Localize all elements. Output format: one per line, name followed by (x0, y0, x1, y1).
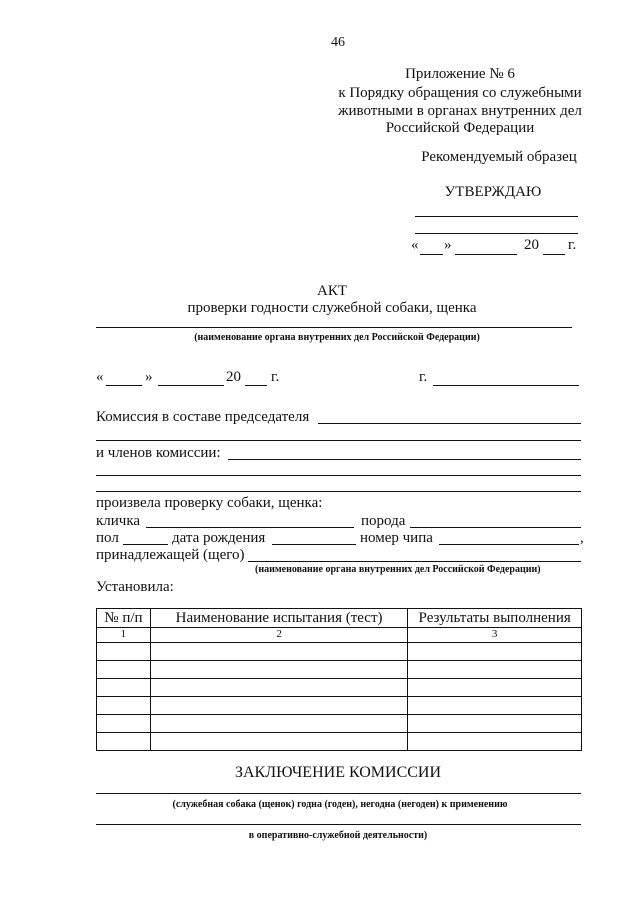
day-field[interactable] (106, 385, 142, 386)
row-result-cell[interactable] (408, 715, 582, 733)
commission-members-label: и членов комиссии: (96, 445, 221, 461)
year-prefix: 20 (226, 369, 241, 385)
recommended-sample: Рекомендуемый образец (421, 149, 577, 165)
page-number: 46 (331, 35, 345, 50)
dog-birth-label: дата рождения (172, 530, 266, 546)
table-row[interactable] (97, 697, 582, 715)
conclusion-field-2[interactable] (96, 824, 581, 825)
city-field[interactable] (433, 385, 579, 386)
table-numbering-row (97, 628, 582, 643)
row-result-cell[interactable] (408, 643, 582, 661)
dog-chip-field[interactable] (439, 544, 579, 545)
dog-name-field[interactable] (146, 527, 354, 528)
year-field[interactable] (245, 385, 267, 386)
commission-chair-field[interactable] (318, 423, 581, 424)
approve-date-open-quote: « (411, 237, 419, 253)
approve-month-field[interactable] (455, 254, 517, 255)
column-number-1: 1 (97, 628, 151, 643)
dog-chip-label: номер чипа (360, 530, 433, 546)
table-row[interactable] (97, 661, 582, 679)
appendix-line-2: к Порядку обращения со служебными (338, 85, 582, 101)
row-test-cell[interactable] (150, 733, 407, 751)
dog-owner-label: принадлежащей (щего) (96, 547, 245, 563)
table-row[interactable] (97, 715, 582, 733)
conclusion-field-1[interactable] (96, 793, 581, 794)
date-close-quote: » (145, 369, 153, 385)
dog-sex-field[interactable] (123, 544, 168, 545)
approve-signature-line-1[interactable] (415, 216, 578, 217)
commission-chair-field-2[interactable] (96, 440, 581, 441)
approve-year-field[interactable] (543, 254, 565, 255)
row-number-cell[interactable] (97, 643, 151, 661)
year-suffix: г. (271, 369, 280, 385)
row-result-cell[interactable] (408, 733, 582, 751)
table-header-row (97, 609, 582, 628)
approve-year-suffix: г. (568, 237, 577, 253)
row-number-cell[interactable] (97, 715, 151, 733)
row-test-cell[interactable] (150, 715, 407, 733)
date-open-quote: « (96, 369, 104, 385)
row-test-cell[interactable] (150, 679, 407, 697)
dog-check-intro: произвела проверку собаки, щенка: (96, 495, 323, 511)
row-result-cell[interactable] (408, 697, 582, 715)
dog-owner-caption: (наименование органа внутренних дел Российской Федерации) (255, 564, 541, 575)
city-prefix: г. (419, 369, 428, 385)
commission-chair-label: Комиссия в составе председателя (96, 409, 310, 425)
row-test-cell[interactable] (150, 643, 407, 661)
commission-members-field-3[interactable] (96, 491, 581, 492)
table-row[interactable] (97, 733, 582, 751)
header-number: № п/п (97, 609, 151, 628)
dog-breed-label: порода (361, 513, 406, 529)
test-results-table (96, 608, 582, 751)
appendix-line-4: Российской Федерации (385, 120, 535, 136)
row-number-cell[interactable] (97, 661, 151, 679)
approve-year-prefix: 20 (524, 237, 539, 253)
row-result-cell[interactable] (408, 679, 582, 697)
dog-breed-field[interactable] (410, 527, 581, 528)
org-name-field[interactable] (96, 327, 572, 328)
act-title: АКТ (317, 283, 347, 299)
established-label: Установила: (96, 579, 174, 595)
table-row[interactable] (97, 679, 582, 697)
approve-signature-line-2[interactable] (415, 233, 578, 234)
approve-day-field[interactable] (420, 254, 443, 255)
approve-date-close-quote: » (444, 237, 452, 253)
appendix-title: Приложение № 6 (405, 66, 515, 82)
row-number-cell[interactable] (97, 679, 151, 697)
approve-title: УТВЕРЖДАЮ (444, 184, 542, 200)
conclusion-caption-2: в оперативно-служебной деятельности) (248, 830, 428, 841)
dog-birth-field[interactable] (272, 544, 356, 545)
row-test-cell[interactable] (150, 697, 407, 715)
row-number-cell[interactable] (97, 697, 151, 715)
commission-members-field[interactable] (228, 459, 581, 460)
conclusion-caption-1: (служебная собака (щенок) годна (годен), негодна (негоден) к применению (172, 799, 508, 810)
month-field[interactable] (158, 385, 224, 386)
org-name-caption: (наименование органа внутренних дел Российской Федерации) (194, 332, 480, 343)
table-row[interactable] (97, 643, 582, 661)
dog-owner-field[interactable] (248, 561, 581, 562)
commission-members-field-2[interactable] (96, 475, 581, 476)
row-number-cell[interactable] (97, 733, 151, 751)
column-number-3: 3 (408, 628, 582, 643)
appendix-line-3: животными в органах внутренних дел (338, 103, 582, 119)
column-number-2: 2 (150, 628, 407, 643)
header-test-name: Наименование испытания (тест) (150, 609, 407, 628)
dog-name-label: кличка (96, 513, 141, 529)
row-result-cell[interactable] (408, 661, 582, 679)
header-results: Результаты выполнения (408, 609, 582, 628)
act-subtitle: проверки годности служебной собаки, щенка (187, 300, 477, 316)
dog-chip-comma: , (580, 530, 584, 546)
dog-sex-label: пол (96, 530, 119, 546)
row-test-cell[interactable] (150, 661, 407, 679)
conclusion-title: ЗАКЛЮЧЕНИЕ КОМИССИИ (234, 764, 442, 781)
